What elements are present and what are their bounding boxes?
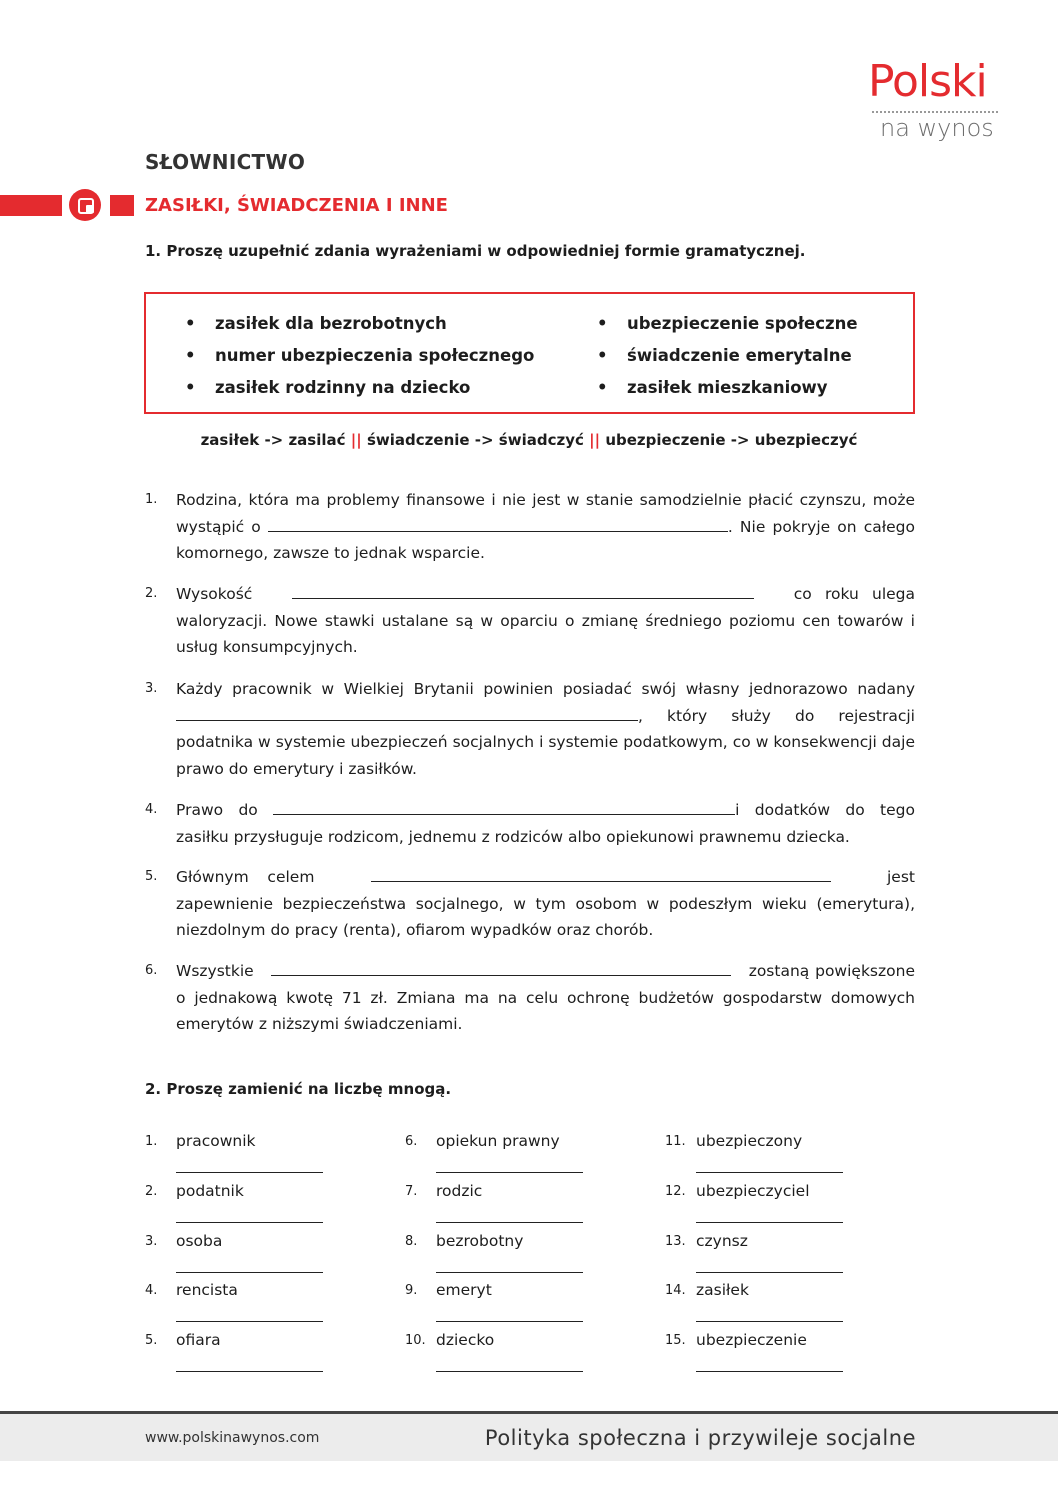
- word-box-item: • zasiłek dla bezrobotnych: [185, 314, 447, 333]
- answer-line[interactable]: [176, 1321, 323, 1322]
- answer-blank[interactable]: [273, 799, 735, 815]
- exercise-1: 1. Rodzina, która ma problemy finansowe i nie jest w stanie samodzielnie płacić czynszu, może wystąpić o . Nie pokryje on całego komornego, zawsze to jednak wsparcie.: [145, 491, 915, 562]
- bullet-icon: •: [597, 314, 608, 333]
- word-box-item: • zasiłek mieszkaniowy: [597, 378, 828, 397]
- chat-icon: [69, 189, 101, 221]
- answer-line[interactable]: [436, 1272, 583, 1273]
- word-box: [144, 292, 915, 414]
- bullet-icon: •: [185, 378, 196, 397]
- answer-line[interactable]: [436, 1172, 583, 1173]
- answer-line[interactable]: [176, 1222, 323, 1223]
- exercise-2: 2. Wysokość co roku ulega waloryzacji. Nowe stawki ustalane są w oparciu o zmianę średniego poziomu cen towarów i usług konsumpcyjnych.: [145, 585, 916, 656]
- word-box-item: • zasiłek rodzinny na dziecko: [185, 378, 471, 397]
- answer-blank[interactable]: [176, 705, 638, 721]
- answer-blank[interactable]: [268, 516, 728, 532]
- logo: [868, 58, 1003, 148]
- answer-line[interactable]: [696, 1222, 843, 1223]
- answer-line[interactable]: [436, 1371, 583, 1372]
- answer-line[interactable]: [436, 1321, 583, 1322]
- logo-main-text: Polski: [868, 56, 987, 107]
- word-box-item: • numer ubezpieczenia społecznego: [185, 346, 535, 365]
- answer-line[interactable]: [696, 1321, 843, 1322]
- answer-blank[interactable]: [292, 583, 754, 599]
- footer-title: Polityka społeczna i przywileje socjalne: [484, 1426, 916, 1450]
- answer-line[interactable]: [176, 1272, 323, 1273]
- answer-line[interactable]: [696, 1371, 843, 1372]
- exercise-5: 5. Głównym celem jest zapewnienie bezpieczeństwa socjalnego, w tym osobom w podeszłym wieku (emerytura), niezdolnym do pracy (renta), ofiarom wypadków oraz chorób.: [145, 868, 915, 939]
- answer-blank[interactable]: [271, 960, 731, 976]
- derivation-hint: zasiłek -> zasilać || świadczenie -> świadczyć || ubezpieczenie -> ubezpieczyć: [200, 431, 858, 449]
- task-2-instruction: 2. Proszę zamienić na liczbę mnogą.: [145, 1080, 452, 1098]
- bullet-icon: •: [597, 346, 608, 365]
- answer-blank[interactable]: [371, 866, 831, 882]
- word-box-item: • świadczenie emerytalne: [597, 346, 852, 365]
- logo-divider: [872, 111, 998, 113]
- page-title: SŁOWNICTWO: [145, 150, 306, 174]
- exercise-6: 6. Wszystkie zostaną powiększone o jednakową kwotę 71 zł. Zmiana ma na celu ochronę budżetów gospodarstw domowych emerytów z niższymi świadczeniami.: [145, 962, 915, 1033]
- footer-url[interactable]: www.polskinawynos.com: [145, 1430, 320, 1446]
- exercise-3: 3. Każdy pracownik w Wielkiej Brytanii powinien posiadać swój własny jednorazowo nadany , który służy do rejestracji podatnika w systemie ubezpieczeń socjalnych i systemie podatkowym, co w konsekwencji daje prawo do emerytury i zasiłków.: [145, 680, 915, 778]
- accent-bar-small: [110, 195, 134, 216]
- bullet-icon: •: [597, 378, 608, 397]
- word-box-item: • ubezpieczenie społeczne: [597, 314, 858, 333]
- answer-line[interactable]: [176, 1172, 323, 1173]
- answer-line[interactable]: [696, 1272, 843, 1273]
- bullet-icon: •: [185, 314, 196, 333]
- answer-line[interactable]: [436, 1222, 583, 1223]
- exercise-4: 4. Prawo do i dodatków do tego zasiłku przysługuje rodzicom, jednemu z rodziców albo opiekunowi prawnemu dziecka.: [145, 801, 915, 846]
- accent-bar-left: [0, 195, 62, 216]
- answer-line[interactable]: [176, 1371, 323, 1372]
- bullet-icon: •: [185, 346, 196, 365]
- logo-sub-text: na wynos: [880, 114, 994, 142]
- section-title: ZASIŁKI, ŚWIADCZENIA I INNE: [145, 195, 448, 216]
- answer-line[interactable]: [696, 1172, 843, 1173]
- task-1-instruction: 1. Proszę uzupełnić zdania wyrażeniami w odpowiedniej formie gramatycznej.: [145, 242, 806, 260]
